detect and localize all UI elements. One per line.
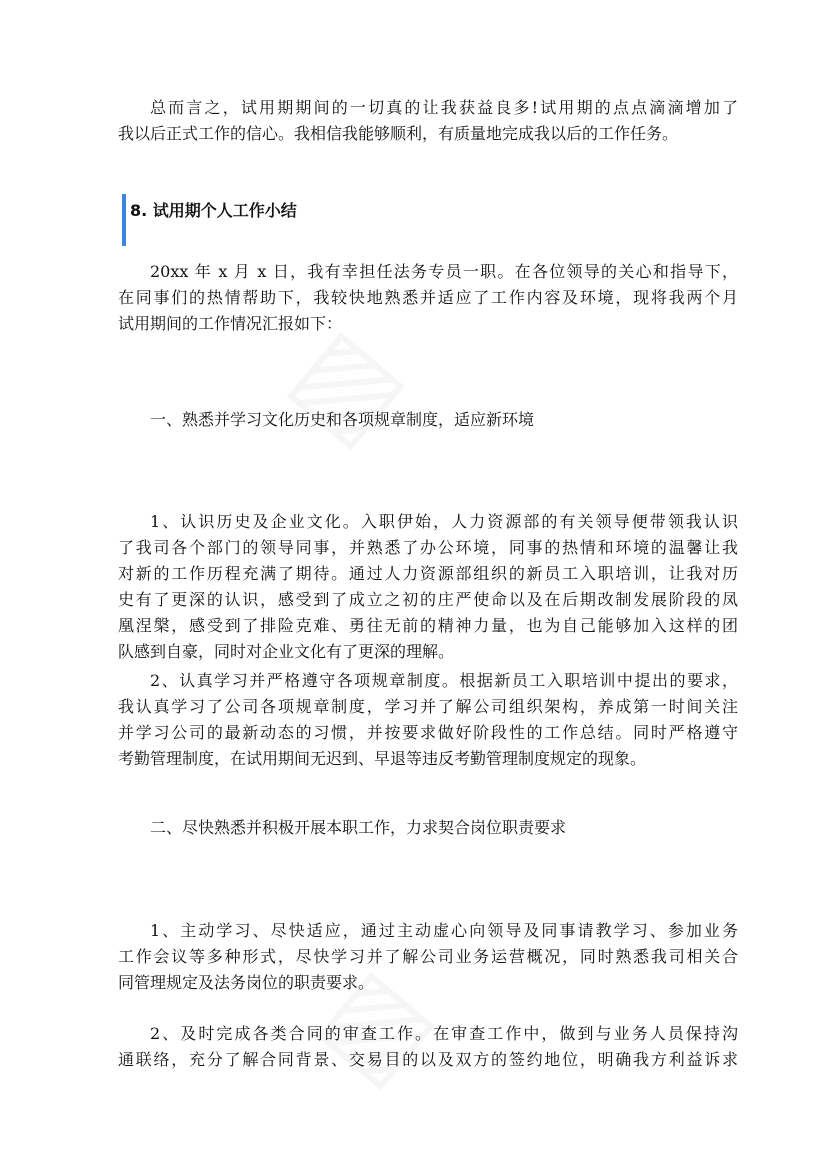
text-line: 史有了更深的认识，感受到了成立之初的庄严使命以及在后期改制发展阶段的凤 bbox=[118, 590, 738, 609]
subheading-1: 一、熟悉并学习文化历史和各项规章制度，适应新环境 bbox=[150, 410, 535, 429]
section-heading: 8. 试用期个人工作小结 bbox=[130, 201, 297, 220]
text-line: 队感到自豪，同时对企业文化有了更深的理解。 bbox=[118, 642, 455, 661]
text-line: 总而言之，试用期期间的一切真的让我获益良多!试用期的点点滴滴增加了 bbox=[150, 98, 738, 117]
paragraph-conclusion bbox=[118, 95, 738, 147]
paragraph-1 bbox=[118, 509, 738, 665]
text-line: 并学习公司的最新动态的习惯，并按要求做好阶段性的工作总结。同时严格遵守 bbox=[118, 723, 738, 742]
paragraph-intro bbox=[118, 259, 738, 337]
text-line: 同管理规定及法务岗位的职责要求。 bbox=[118, 973, 375, 992]
text-line: 20xx 年 x 月 x 日，我有幸担任法务专员一职。在各位领导的关心和指导下， bbox=[150, 262, 738, 281]
text-line: 我认真学习了公司各项规章制度，学习并了解公司组织架构，养成第一时间关注 bbox=[118, 697, 738, 716]
text-line: 2、认真学习并严格遵守各项规章制度。根据新员工入职培训中提出的要求， bbox=[150, 671, 738, 690]
text-line: 试用期间的工作情况汇报如下： bbox=[118, 314, 343, 333]
text-line: 了我司各个部门的领导同事，并熟悉了办公环境，同事的热情和环境的温馨让我 bbox=[118, 538, 738, 557]
text-line: 工作会议等多种形式，尽快学习并了解公司业务运营概况，同时熟悉我司相关合 bbox=[118, 947, 738, 966]
text-line: 考勤管理制度，在试用期间无迟到、早退等违反考勤管理制度规定的现象。 bbox=[118, 749, 647, 768]
text-line: 2、及时完成各类合同的审查工作。在审查工作中，做到与业务人员保持沟 bbox=[150, 1024, 738, 1043]
text-line: 通联络，充分了解合同背景、交易目的以及双方的签约地位，明确我方利益诉求 bbox=[118, 1050, 738, 1069]
paragraph-4 bbox=[118, 1021, 738, 1073]
heading-accent-bar bbox=[122, 194, 126, 246]
text-line: 我以后正式工作的信心。我相信我能够顺利，有质量地完成我以后的工作任务。 bbox=[118, 124, 679, 143]
text-line: 凰涅槃，感受到了排险克难、勇往无前的精神力量，也为自己能够加入这样的团 bbox=[118, 616, 738, 635]
text-line: 1、认识历史及企业文化。入职伊始，人力资源部的有关领导便带领我认识 bbox=[150, 512, 738, 531]
paragraph-3 bbox=[118, 918, 738, 996]
text-line: 对新的工作历程充满了期待。通过人力资源部组织的新员工入职培训，让我对历 bbox=[118, 564, 738, 583]
paragraph-2 bbox=[118, 668, 738, 772]
text-line: 1、主动学习、尽快适应，通过主动虚心向领导及同事请教学习、参加业务 bbox=[150, 921, 738, 940]
text-line: 在同事们的热情帮助下，我较快地熟悉并适应了工作内容及环境，现将我两个月 bbox=[118, 288, 738, 307]
subheading-2: 二、尽快熟悉并积极开展本职工作，力求契合岗位职责要求 bbox=[150, 818, 567, 837]
